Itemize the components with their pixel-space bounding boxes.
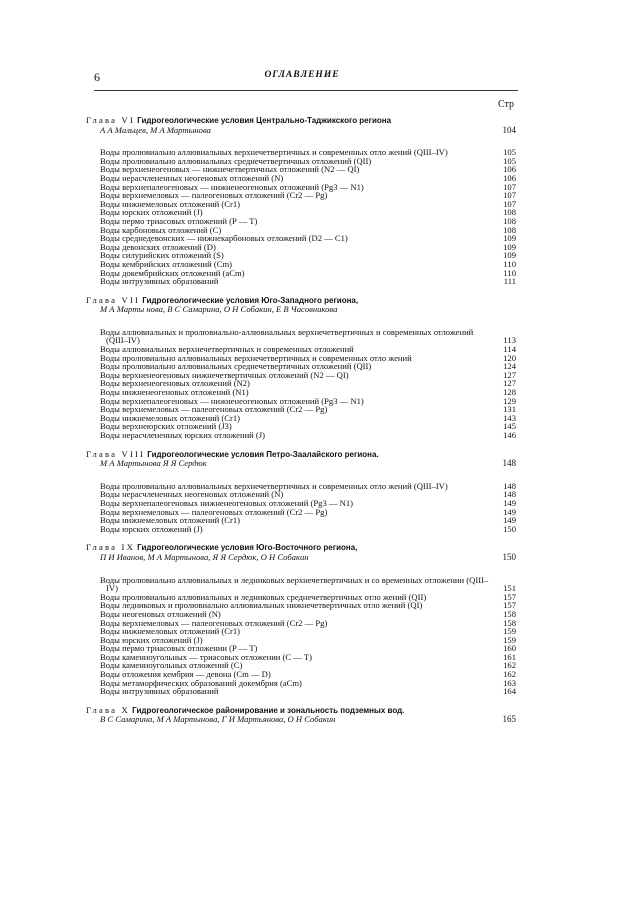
toc-entry-text: Воды юрских отложений (J) — [100, 207, 203, 218]
chapter-authors: А А Мальцев, М А Мартынова — [100, 124, 211, 135]
toc-entry-text: Воды каменноугольных отложений (С) — [100, 660, 243, 671]
toc-entry-text: Воды каменноугольных — триасовых отложении (C — T) — [100, 651, 312, 662]
toc-entry-text: Воды верхнемеловых — палеогеновых отложений (Cr2 — Pg) — [100, 190, 328, 201]
chapter-title: Гидрогеологические условия Центрально-Таджикского региона — [137, 116, 392, 125]
toc-entry-text: Воды девонских отложений (D) — [100, 241, 216, 252]
toc-entry-page: 105 — [503, 147, 516, 158]
toc-entry-text: Воды пролювиально аллювиальных среднечетвертичных отложений (QII) — [100, 155, 372, 166]
running-title: ОГЛАВЛЕНИЕ — [264, 70, 340, 80]
chapter-page-number: 104 — [502, 124, 516, 135]
toc-entry-page: 124 — [503, 361, 516, 372]
toc-entry-text: Воды кембрийских отложений (Cm) — [100, 258, 233, 269]
toc-entry-page: 127 — [503, 378, 516, 389]
chapter-authors: М А Мартынова Я Я Сердюк — [100, 458, 207, 469]
toc-entry-page: 120 — [503, 352, 516, 363]
toc-entry-page: 108 — [503, 207, 516, 218]
chapter-authors: М А Марты нова, В С Самарина, О Н Собакин, Е В Чаcовникова — [100, 304, 338, 315]
page-number: 6 — [94, 70, 100, 84]
toc-entry — [86, 431, 518, 440]
toc-entry-text: Воды аллювиальных и пролювиально-аллювиальных верхнечетвертичных и современных отложений (QIII–IV) — [100, 326, 474, 346]
toc-entry-page: 162 — [503, 669, 516, 680]
toc-entry-page: 143 — [503, 412, 516, 423]
toc-entry-page: 109 — [503, 241, 516, 252]
toc-entry-page: 158 — [503, 617, 516, 628]
toc-entry — [86, 687, 518, 696]
toc-entry-text: Воды пролювиально аллювиальных среднечетвертичных отложений (QII) — [100, 361, 372, 372]
toc-entry-page: 159 — [503, 634, 516, 645]
toc-entry-page: 108 — [503, 215, 516, 226]
chapter-heading — [86, 296, 518, 314]
toc-entry-page: 148 — [503, 489, 516, 500]
chapter-title: Гидрогеологические условия Юго-Восточного региона, — [137, 543, 358, 553]
toc-entry-text: Воды пермо триасовых отложении (P — T) — [100, 643, 258, 654]
toc-entry — [86, 328, 518, 345]
toc-entry-page: 106 — [503, 164, 516, 175]
page-column-label: Стр — [497, 99, 514, 110]
toc-entry-text: Воды верхнеюрских отложений (J3) — [100, 421, 232, 432]
toc-entry-page: 106 — [503, 172, 516, 183]
toc-entry-text: Воды верхнемеловых — палеогеновых отложений (Cr2 — Pg) — [100, 617, 328, 628]
toc-entry-page: 105 — [503, 155, 516, 166]
chapter-heading — [86, 543, 518, 561]
toc-entry-text: Воды аллювиальных верхнечетвертичных и современных отложений — [100, 344, 354, 355]
toc-entry-page: 163 — [503, 677, 516, 688]
toc-entry-page: 108 — [503, 224, 516, 235]
toc-entry-page: 159 — [503, 626, 516, 637]
chapter-page-number: 148 — [502, 458, 516, 469]
chapter-label: Глава VII — [86, 294, 141, 305]
toc-entry-text: Воды докембрийских отложений (aCm) — [100, 267, 245, 278]
toc-entry-text: Воды нерасчлененных неогеновых отложений (N) — [100, 172, 284, 183]
toc-entry-text: Воды среднедевонских — нижнекарбоновых отложений (D2 — C1) — [100, 233, 348, 244]
chapter-title: Гидрогеологическое районирование и зональность подземных вод. — [132, 705, 405, 715]
toc-entry-page: 107 — [503, 181, 516, 192]
toc-entry-page: 158 — [503, 608, 516, 619]
chapter-authors: П И Иванов, М А Мартынова, Я Я Сердюк, О Н Собакин — [100, 551, 309, 562]
toc-entry-text: Воды нижнемеловых отложений (Cr1) — [100, 515, 241, 526]
toc-entry-text: Воды юрских отложений (J) — [100, 634, 203, 645]
toc-entry-text: Воды интрузивных образований — [100, 276, 219, 287]
toc-entry-text: Воды метаморфических образований докембрия (aCm) — [100, 677, 302, 688]
chapter-entries — [86, 482, 518, 534]
toc-entry-text: Воды верхнемеловых — палеогеновых отложений (Cr2 — Pg) — [100, 506, 328, 517]
toc-entry-page: 109 — [503, 250, 516, 261]
toc-entry-page: 110 — [503, 267, 516, 278]
toc-entry-text: Воды нерасчлененных неогеновых отложений (N) — [100, 489, 284, 500]
toc-entry-page: 114 — [503, 344, 516, 355]
table-of-contents — [86, 116, 518, 724]
toc-entry-page: 146 — [503, 430, 516, 440]
chapter-entries — [86, 576, 518, 696]
document-page — [86, 70, 518, 724]
toc-entry — [86, 525, 518, 534]
chapter-label: Глава VIII — [86, 448, 146, 459]
toc-entry-text: Воды верхнепалеогеновых — нижненеогеновых отложений (Pg3 — N1) — [100, 395, 364, 406]
chapter-entries — [86, 328, 518, 440]
toc-entry-text: Воды нижнемеловых отложений (Cr1) — [100, 412, 241, 423]
toc-entry-text: Воды пермо триасовых отложений (P — T) — [100, 215, 258, 226]
toc-entry-text: Воды пролювиально аллювиальных верхнечетвертичных и современных отло жений (QIII–IV) — [100, 480, 448, 491]
toc-entry-text: Воды нижненеогеновых отложений (N1) — [100, 387, 249, 398]
chapter-label: Глава IX — [86, 542, 135, 553]
header-rule — [94, 90, 518, 91]
toc-entry-page: 129 — [503, 395, 516, 406]
chapter-title: Гидрогеологические условия Юго-Западного региона, — [142, 295, 359, 305]
toc-entry-page: 150 — [503, 523, 516, 534]
chapter-heading — [86, 450, 518, 468]
toc-entry-page: 128 — [503, 387, 516, 398]
chapter-page-number: 165 — [502, 714, 516, 725]
toc-entry-page: 161 — [503, 651, 516, 662]
toc-entry-text: Воды неогеновых отложений (N) — [100, 608, 221, 619]
toc-entry-page: 131 — [503, 404, 516, 415]
toc-entry-page: 109 — [503, 233, 516, 244]
chapter-label: Глава X — [86, 704, 130, 715]
toc-entry-page: 151 — [503, 583, 516, 594]
toc-entry-page: 148 — [503, 480, 516, 491]
toc-entry-text: Воды карбоновых отложений (С) — [100, 224, 222, 235]
chapter-page-number: 150 — [502, 551, 516, 562]
chapter-heading — [86, 116, 518, 134]
toc-entry-text: Воды верхнепалеогеновых — нижненеогеновых отложений (Pg3 — N1) — [100, 181, 364, 192]
toc-entry-text: Воды пролювиально аллювиальных верхнечетвертичных и современных отло жений — [100, 352, 412, 363]
toc-entry-text: Воды верхнемеловых — палеогеновых отложений (Cr2 — Pg) — [100, 404, 328, 415]
toc-entry-text: Воды нижнемеловых отложений (Cr1) — [100, 626, 241, 637]
toc-entry — [86, 576, 518, 593]
toc-entry-text: Воды пролювиально аллювиальных и ледниковых верхнечетвертичных и со временных отложении (QIII–IV) — [100, 574, 489, 594]
toc-entry-text: Воды силурийских отложений (S) — [100, 250, 224, 261]
toc-entry-text: Воды верхненеогеновых нижнечетвертичных отложений (N2 — QI) — [100, 369, 349, 380]
toc-entry-page: 127 — [503, 369, 516, 380]
chapter-heading — [86, 706, 518, 724]
toc-entry-text: Воды верхнепалеогеновых нижненеогеновых отложений (Pg3 — N1) — [100, 497, 354, 508]
toc-entry-text: Воды отложения кембрия — девона (Cm — D) — [100, 669, 271, 680]
toc-entry-page: 157 — [503, 591, 516, 602]
toc-entry-text: Воды юрских отложений (J) — [100, 523, 203, 534]
toc-entry-text: Воды интрузивных образований — [100, 686, 219, 697]
chapter-authors: В С Самарина, М А Мартынова, Г И Мартьянова, О Н Собакин — [100, 714, 336, 725]
chapter-label: Глава VI — [86, 115, 135, 125]
toc-entry-page: 145 — [503, 421, 516, 432]
toc-entry-text: Воды ледниковых и пролювиально аллювиальных нижнечетвертичных отло жений (QI) — [100, 600, 423, 611]
chapter-title: Гидрогеологические условия Петро-Заалайского региона. — [147, 449, 379, 459]
toc-entry-text: Воды нижнемеловых отложений (Cr1) — [100, 198, 241, 209]
toc-entry-text: Воды пролювиально аллювиальных верхнечетвертичных и современных отло жений (QIII–IV) — [100, 147, 448, 158]
toc-entry-page: 162 — [503, 660, 516, 671]
toc-entry-page: 111 — [503, 276, 516, 287]
toc-entry-text: Воды верхненеогеновых отложений (N2) — [100, 378, 250, 389]
toc-entry-page: 149 — [503, 497, 516, 508]
toc-entry-text: Воды верхненеогеновых — нижнечетвертичных отложений (N2 — QI) — [100, 164, 360, 175]
toc-entry-text: Воды нерасчлененных юрских отложений (J) — [100, 430, 265, 440]
toc-entry — [86, 277, 518, 286]
toc-entry-page: 160 — [503, 643, 516, 654]
toc-entry-page: 149 — [503, 515, 516, 526]
toc-entry-page: 149 — [503, 506, 516, 517]
toc-entry-page: 107 — [503, 198, 516, 209]
toc-entry-page: 113 — [503, 335, 516, 346]
page-header — [86, 70, 518, 84]
toc-entry-page: 157 — [503, 600, 516, 611]
toc-entry-page: 107 — [503, 190, 516, 201]
toc-entry-text: Воды пролювиально аллювиальных и ледниковых среднечетвертичных отло жений (QII) — [100, 591, 427, 602]
toc-entry-page: 110 — [503, 258, 516, 269]
chapter-entries — [86, 148, 518, 286]
toc-entry-page: 164 — [503, 686, 516, 697]
